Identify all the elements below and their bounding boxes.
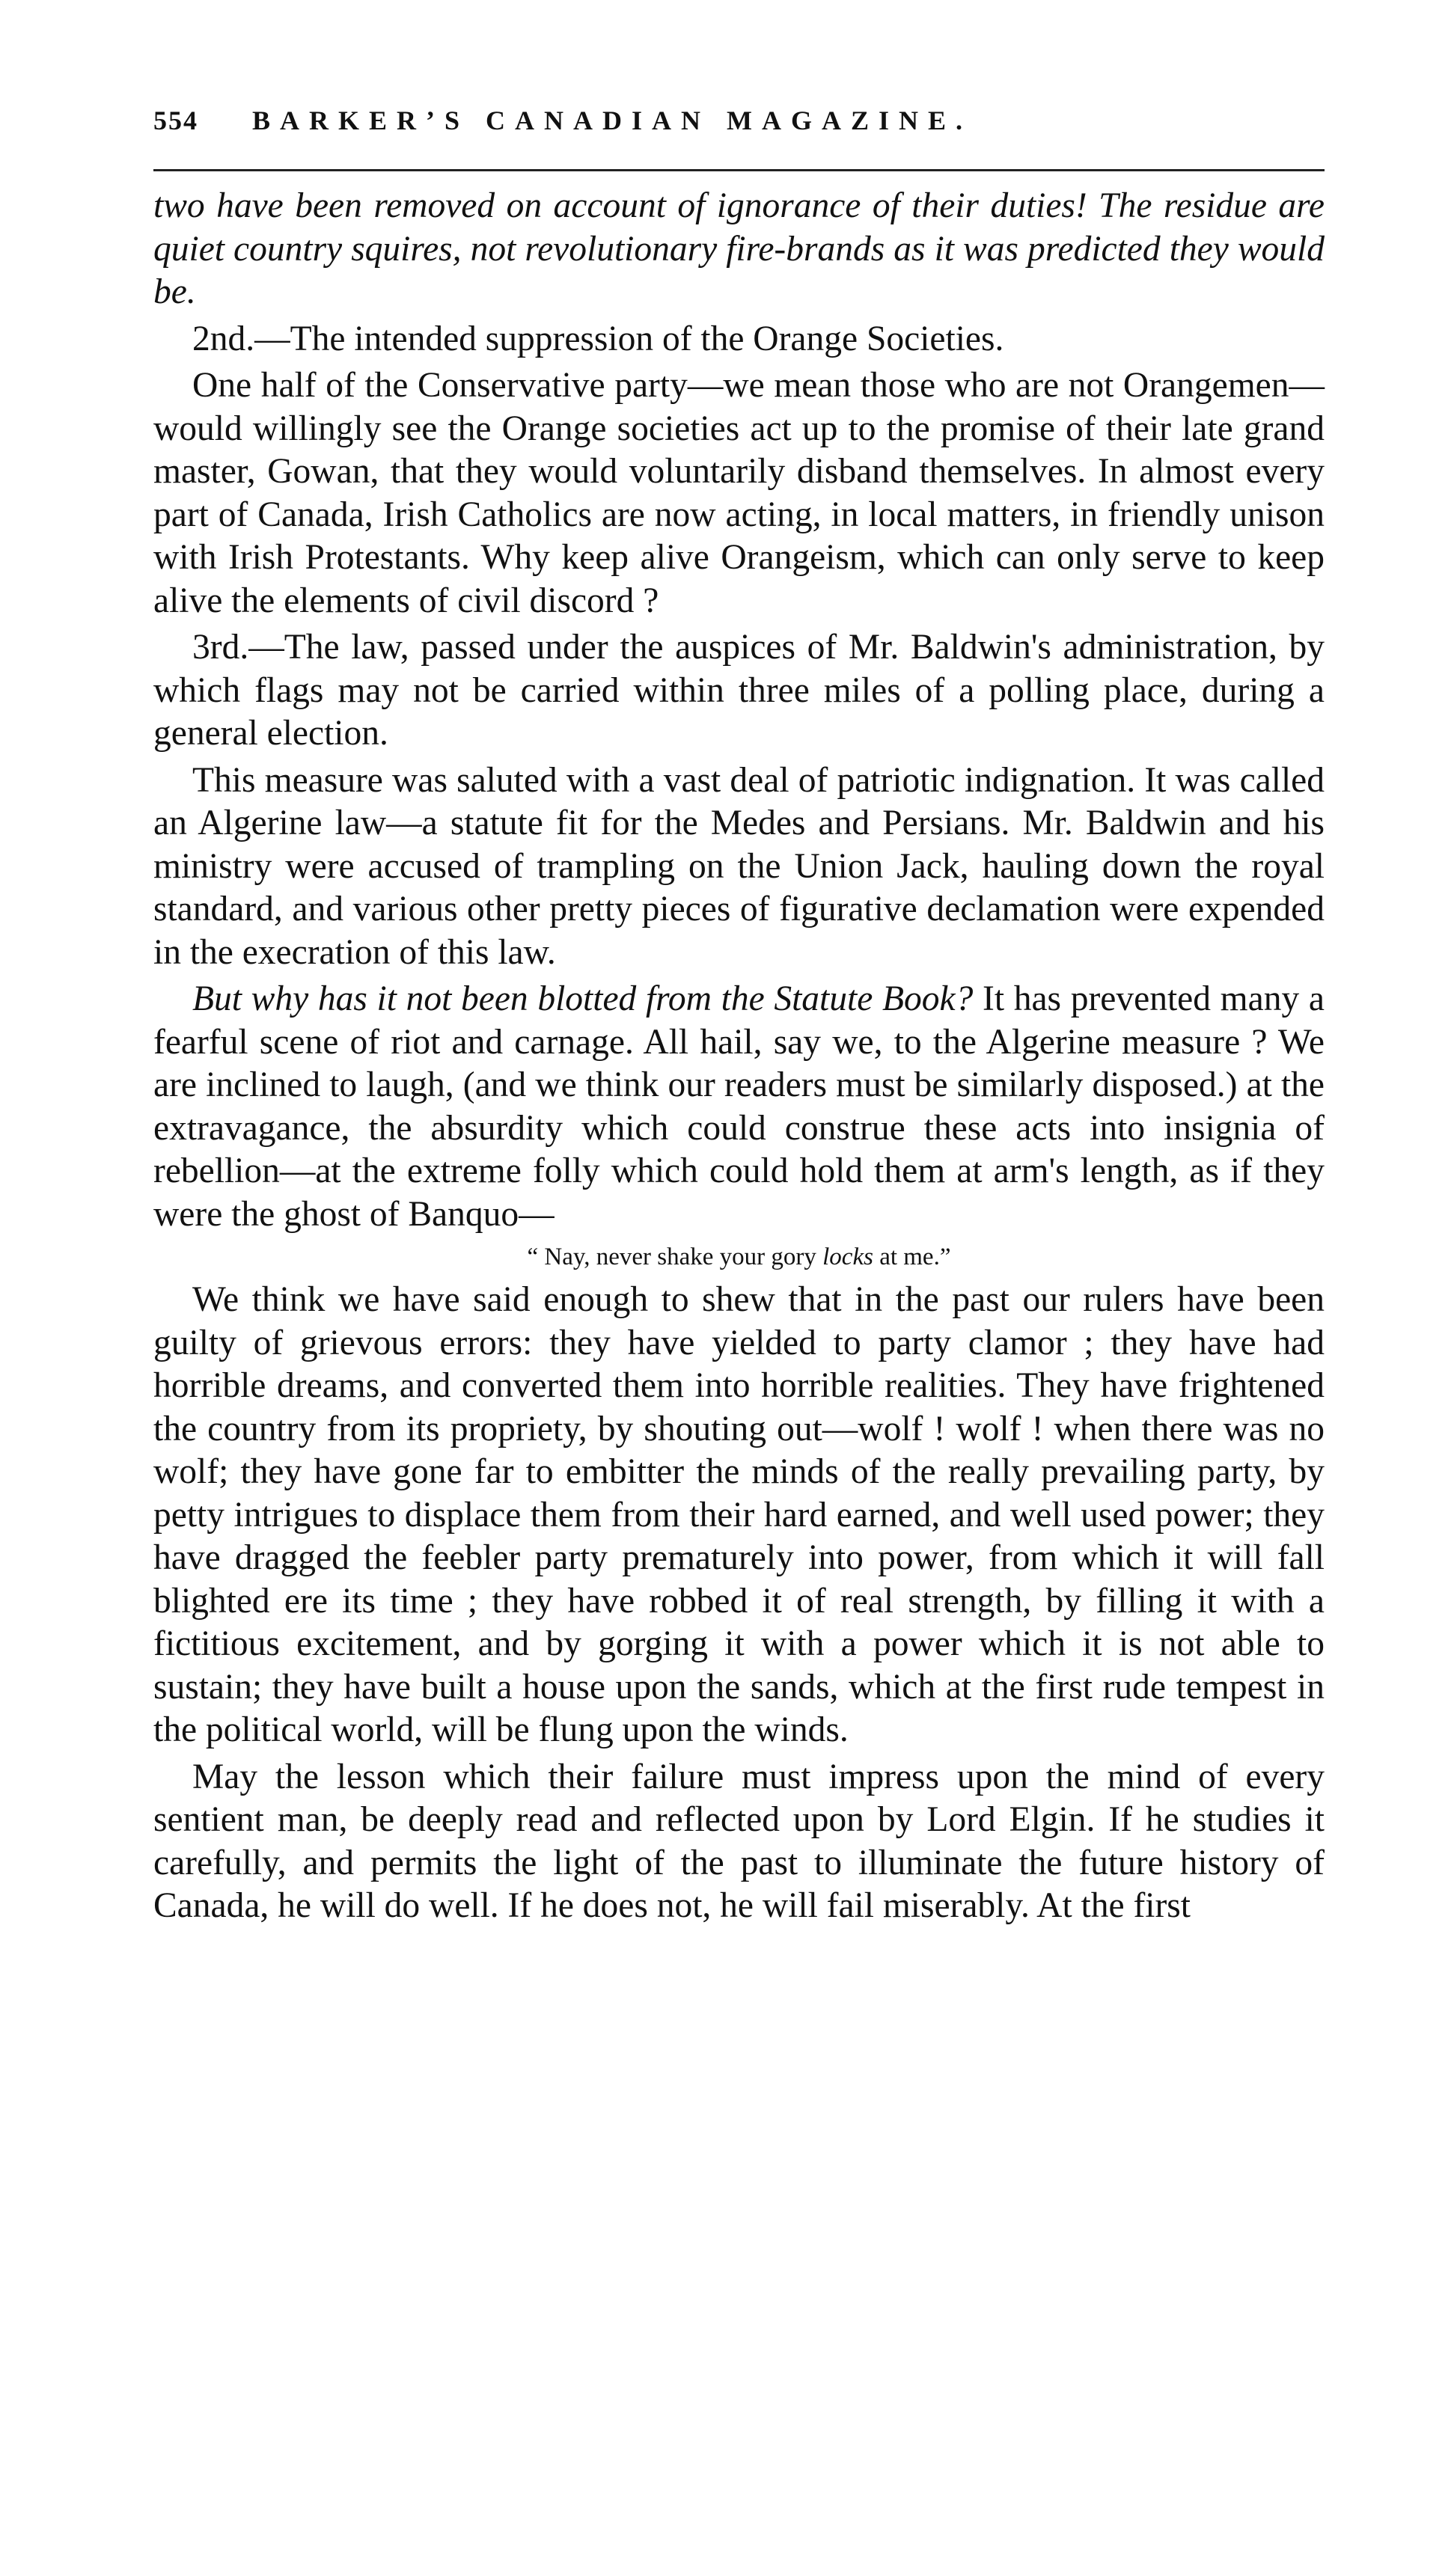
paragraph-text: May the lesson which their failure must impress upon the mind of every sentient man, be deeply read and reflected upon by Lord Elgin. If he studies it carefully, and permits the light of the past to illuminate the future history of Canada, he will do well. If he does not, he will fail miserably. At the first xyxy=(153,1757,1325,1925)
paragraph-algerine-law xyxy=(153,759,1325,975)
magazine-page xyxy=(153,105,1325,1932)
paragraph-text: One half of the Conservative party—we mean those who are not Orangemen—would willingly see the Orange societies act up to the promise of their late grand master, Gowan, that they would voluntarily disband themselves. In almost every part of Canada, Irish Catholics are now acting, in local matters, in friendly unison with Irish Protestants. Why keep alive Orangeism, which can only serve to keep alive the elements of civil discord ? xyxy=(153,366,1325,620)
paragraph-text: This measure was saluted with a vast deal of patriotic indignation. It was called an Algerine law—a statute fit for the Medes and Persians. Mr. Baldwin and his ministry were accused of trampling on the Union Jack, hauling down the royal standard, and various other pretty pieces of figurative declamation were expended in the execration of this law. xyxy=(153,760,1325,972)
running-header xyxy=(153,105,1325,144)
paragraph-italic-text: two have been removed on account of ignorance of their duties! The residue are quiet country squires, not revolutionary fire-brands as it was predicted they would be. xyxy=(153,186,1325,311)
paragraph-continuation xyxy=(153,185,1325,314)
paragraph-text: We think we have said enough to shew that in the past our rulers have been guilty of grievous errors: they have yielded to party clamor ; they have had horrible dreams, and converted them into horrible realities. They have frightened the country from its propriety, by shouting out—wolf ! wolf ! when there was no wolf; they have gone far to embitter the minds of the really prevailing party, by petty intrigues to displace them from their hard earned, and well used power; they have dragged the feebler party prematurely into power, from which it will fall blighted ere its time ; they have robbed it of real strength, by filling it with a fictitious excitement, and by gorging it with a power which it is not able to sustain; they have built a house upon the sands, which at the first rude tempest in the political world, will be flung upon the winds. xyxy=(153,1280,1325,1749)
header-rule xyxy=(153,169,1325,171)
paragraph-statute-book xyxy=(153,978,1325,1236)
paragraph-text: 2nd.—The intended suppression of the Orange Societies. xyxy=(192,319,1004,358)
paragraph-conservative-party xyxy=(153,364,1325,622)
quote-text-after: at me.” xyxy=(873,1243,951,1270)
page-number: 554 xyxy=(153,105,198,135)
quote-italic-word: locks xyxy=(822,1243,873,1270)
banquo-quote xyxy=(153,1240,1325,1274)
paragraph-orange-societies xyxy=(153,318,1325,361)
paragraph-text: 3rd.—The law, passed under the auspices of Mr. Baldwin's administration, by which flags may not be carried within three miles of a polling place, during a general election. xyxy=(153,628,1325,753)
paragraph-italic-lead: But why has it not been blotted from the Statute Book? xyxy=(192,979,974,1018)
paragraph-lord-elgin xyxy=(153,1756,1325,1928)
paragraph-text: It has prevented many a fearful scene of riot and carnage. All hail, say we, to the Algerine measure ? We are inclined to laugh, (and we think our readers must be similarly disposed.) at the extravagance, the absurdity which could construe these acts into insignia of rebellion—at the extreme folly which could hold them at arm's length, as if they were the ghost of Banquo— xyxy=(153,979,1325,1234)
running-title: BARKER’S CANADIAN MAGAZINE. xyxy=(252,105,973,135)
quote-text-before: “ Nay, never shake your gory xyxy=(527,1243,823,1270)
paragraph-flag-law xyxy=(153,626,1325,756)
article-body xyxy=(153,185,1325,1928)
paragraph-rulers-errors xyxy=(153,1279,1325,1752)
